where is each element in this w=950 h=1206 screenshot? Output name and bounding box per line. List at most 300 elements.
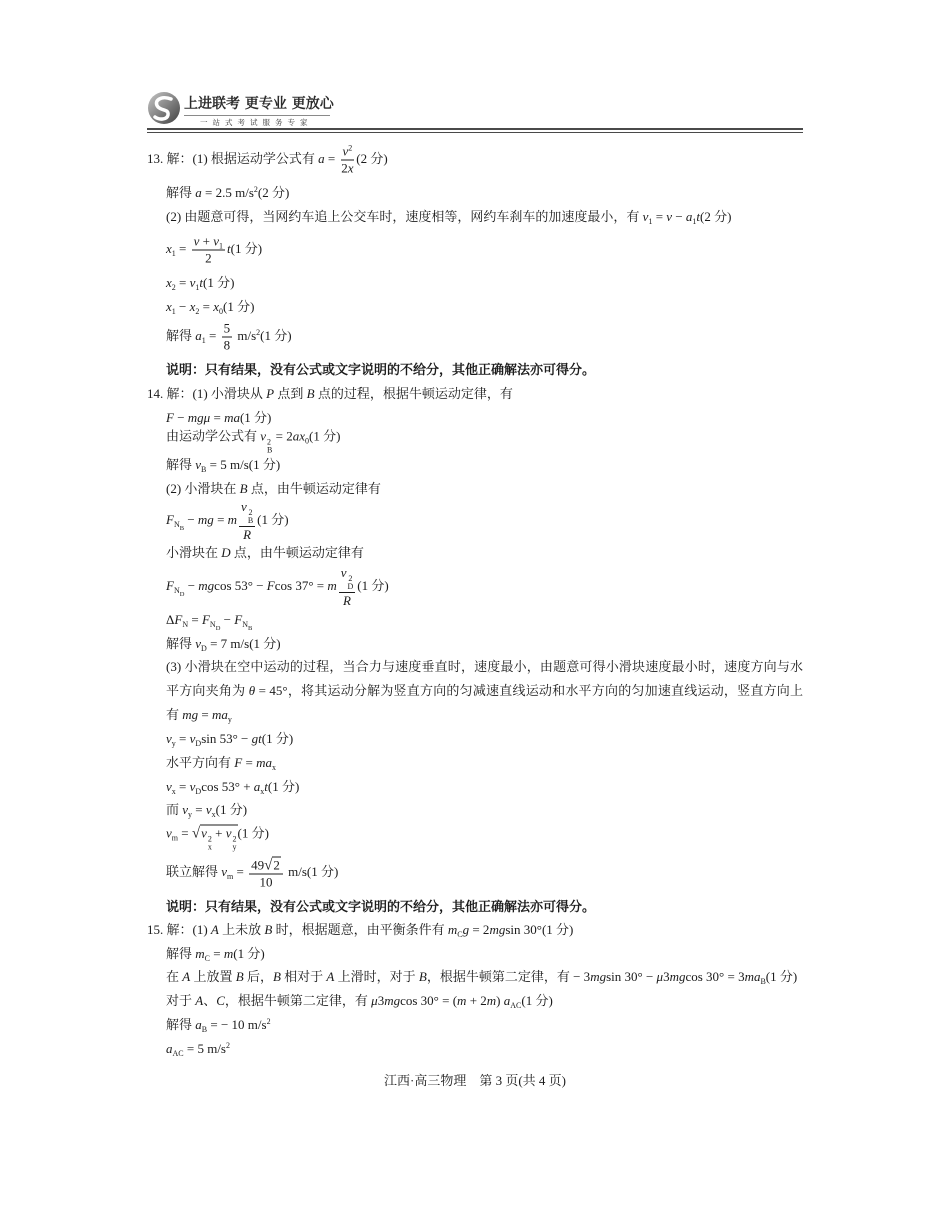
math-sub: 1 <box>201 335 206 345</box>
text: = <box>192 802 206 817</box>
logo-divider <box>184 115 330 116</box>
math-var: a <box>253 779 261 794</box>
text: 点的过程，根据牛顿运动定律，有 <box>314 386 513 401</box>
math-var: v <box>189 779 196 794</box>
math-var: a <box>166 1041 173 1056</box>
math-sub: B <box>201 1025 208 1034</box>
text: m/s <box>234 327 257 343</box>
math-var: a <box>195 1017 202 1032</box>
math-var: F <box>234 612 243 627</box>
math-sub: m <box>171 833 179 843</box>
text: 相对于 <box>280 969 327 984</box>
text: 15. 解：(1) <box>147 922 211 937</box>
fraction <box>341 145 355 176</box>
text: 49 <box>251 857 265 873</box>
fraction-den <box>192 251 225 266</box>
math-sub: x <box>207 842 212 852</box>
math-sub: B <box>201 465 207 474</box>
fraction-den <box>341 161 355 176</box>
text: − <box>672 209 686 224</box>
score: (1 分) <box>267 779 300 794</box>
math-var: F <box>234 755 243 770</box>
math-var: x <box>213 299 220 314</box>
q14-grading-note: 说明：只有结果，没有公式或文字说明的不给分，其他正确解法亦可得分。 <box>166 899 596 914</box>
math-var: x <box>166 299 172 314</box>
math-var: A <box>182 969 191 984</box>
q13-grading-note: 说明：只有结果，没有公式或文字说明的不给分，其他正确解法亦可得分。 <box>166 362 596 377</box>
q14-line-2 <box>166 409 271 427</box>
text: = 5 m/s(1 分) <box>206 457 281 472</box>
math-sub: y <box>188 810 193 819</box>
math-sup: 2 <box>232 834 237 844</box>
math-var: a <box>318 150 325 166</box>
text: − <box>173 410 188 425</box>
text: 时，根据题意，由平衡条件有 <box>272 922 448 937</box>
math-sup: 2 <box>256 327 261 337</box>
text: sin 30° − <box>606 969 657 984</box>
fraction-den: 8 <box>223 337 231 353</box>
math-sub: x <box>260 787 265 796</box>
math-sub: 0 <box>305 436 310 446</box>
math-sub: D <box>215 625 221 632</box>
math-sub: D <box>179 590 185 598</box>
header-rule-thick <box>147 128 803 130</box>
fraction-num <box>339 566 356 593</box>
math-var: C <box>216 993 225 1008</box>
math-var: t <box>264 779 268 794</box>
math-sup-sub <box>233 836 237 852</box>
score: (1 分) <box>309 428 341 444</box>
math-var: D <box>221 545 231 560</box>
math-var: B <box>239 481 248 496</box>
math-var: v <box>195 457 202 472</box>
math-var: m <box>227 511 238 527</box>
math-sub: 1 <box>692 217 697 226</box>
math-var: mg <box>197 511 214 527</box>
math-var: t <box>199 275 204 290</box>
q14-line-16 <box>166 778 299 796</box>
q14-line-1 <box>147 385 513 403</box>
text: 解得 <box>166 636 196 651</box>
text: 上未放 <box>218 922 265 937</box>
q14-line-14 <box>166 730 293 748</box>
math-var: x <box>166 240 172 256</box>
text: = <box>652 209 667 224</box>
math-var: v <box>342 143 349 159</box>
math-var: v <box>241 499 247 514</box>
math-var: mgμ <box>187 410 211 425</box>
math-var: ma <box>224 410 240 425</box>
math-var: B <box>235 969 244 984</box>
q14-line-3 <box>166 428 340 455</box>
q13-line-2 <box>166 184 289 202</box>
math-sub: AC <box>510 1001 522 1010</box>
text: = <box>242 755 257 770</box>
math-var: F <box>174 612 183 627</box>
text: = <box>213 511 228 527</box>
math-var: ma <box>744 969 761 984</box>
math-var: F <box>166 410 174 425</box>
logo-subtitle: 一站式考试服务专家 <box>200 118 313 127</box>
q14-line-12 <box>166 682 803 700</box>
text: m/s(1 分) <box>284 863 339 879</box>
text: 上滑时，对于 <box>334 969 419 984</box>
text: 平方向夹角为 <box>166 683 249 698</box>
math-var: μ <box>371 993 378 1008</box>
math-var: R <box>243 527 252 542</box>
math-sup: 2 <box>348 574 353 583</box>
math-var: g <box>462 922 470 937</box>
text: 解得 <box>166 457 196 472</box>
fraction-num <box>341 145 355 161</box>
text: = <box>199 299 214 314</box>
math-sup: 2 <box>266 1017 271 1026</box>
text: − <box>184 577 199 593</box>
fraction <box>222 322 233 353</box>
math-var: B <box>264 922 273 937</box>
text: 水平方向有 <box>166 755 235 770</box>
math-sub: B <box>247 516 254 525</box>
math-var: mg <box>182 707 199 722</box>
radicand: 2 <box>273 857 280 873</box>
q14-line-7 <box>166 544 364 562</box>
math-sub: m <box>227 871 234 881</box>
radical-sign: √ <box>191 825 201 842</box>
math-var: P <box>266 386 275 401</box>
math-var: v <box>189 731 196 746</box>
fraction <box>192 235 225 266</box>
math-var: x <box>189 299 196 314</box>
fraction-den <box>339 593 356 608</box>
fraction <box>239 500 255 542</box>
text: = 2 <box>469 922 490 937</box>
math-var: A <box>195 993 204 1008</box>
math-sub: 1 <box>648 217 653 226</box>
math-var: v <box>213 233 220 249</box>
q14-line-15 <box>166 754 276 772</box>
score: (1 分) <box>215 802 248 817</box>
q15-line-4 <box>166 992 553 1010</box>
math-var: v <box>182 802 189 817</box>
math-var: m <box>327 577 337 593</box>
math-var: F <box>166 577 174 593</box>
math-var: a <box>195 327 202 343</box>
math-var: t <box>227 240 231 256</box>
score: (1 分) <box>223 299 255 314</box>
fraction-num <box>239 500 255 527</box>
text: 解得 <box>166 185 196 200</box>
q15-line-1 <box>147 921 573 939</box>
math-var: v <box>205 802 212 817</box>
math-sub: D <box>347 582 354 591</box>
text: = <box>233 863 248 879</box>
text: (2) 由题意可得，当网约车追上公交车时，速度相等，网约车刹车的加速度最小，有 <box>166 209 643 224</box>
score: (1 分) <box>260 327 292 343</box>
q14-line-4 <box>166 456 280 474</box>
q14-line-17 <box>166 801 247 819</box>
math-var: x <box>347 160 354 176</box>
score: (1 分) <box>237 825 269 841</box>
text: 由运动学公式有 <box>166 428 261 444</box>
math-var: B <box>306 386 315 401</box>
fraction-num: 5 <box>223 320 231 336</box>
math-sub: 2 <box>195 307 200 316</box>
text: 联立解得 <box>166 863 222 879</box>
math-var: m <box>447 922 458 937</box>
math-var: R <box>343 593 351 608</box>
text: = <box>205 327 220 343</box>
math-var: v <box>225 825 232 841</box>
score: (1 分) <box>521 993 553 1008</box>
q15-line-6 <box>166 1040 230 1058</box>
math-sub: 1 <box>171 307 176 316</box>
text: = 5 m/s <box>183 1041 226 1056</box>
score: (2 分) <box>257 185 290 200</box>
math-var: t <box>696 209 701 224</box>
fraction <box>339 566 356 608</box>
math-sub: D <box>195 739 202 748</box>
text: = <box>175 779 190 794</box>
math-sub: D <box>195 787 202 796</box>
text: 14. 解：(1) 小滑块从 <box>147 386 267 401</box>
math-var: mg <box>669 969 686 984</box>
q13-line-5 <box>166 274 234 292</box>
q15-line-3 <box>166 968 797 986</box>
math-var: a <box>195 185 202 200</box>
text: − <box>220 612 235 627</box>
score: (2 分) <box>356 150 388 166</box>
text: ，根据牛顿第二定律，有 − 3 <box>426 969 591 984</box>
radical-sign: √ <box>264 857 273 874</box>
text: 点到 <box>274 386 307 401</box>
math-sub: x <box>171 787 176 796</box>
math-var: v <box>189 275 196 290</box>
math-sub: B <box>179 524 185 532</box>
q14-line-9 <box>166 611 253 632</box>
text: (2) 小滑块在 <box>166 481 240 496</box>
math-var: B <box>272 969 281 984</box>
math-var: v <box>221 863 228 879</box>
math-var: v <box>340 565 347 580</box>
text: = − 10 m/s <box>207 1017 267 1032</box>
fraction-num <box>192 235 225 251</box>
math-sub: B <box>267 445 273 455</box>
math-sub: 2 <box>171 283 176 292</box>
math-sub: y <box>227 715 232 724</box>
math-sub: B <box>760 977 766 986</box>
text: sin 30°(1 分) <box>505 922 574 937</box>
math-var: A <box>326 969 335 984</box>
fraction-num <box>249 857 283 875</box>
text: cos 37° = <box>274 577 328 593</box>
text: cos 53° + <box>201 779 254 794</box>
text: = <box>175 240 190 256</box>
math-var: m <box>195 946 205 961</box>
q13-line-6 <box>166 298 254 316</box>
math-var: mg <box>489 922 506 937</box>
math-var: mg <box>384 993 401 1008</box>
text: + 2 <box>466 993 487 1008</box>
math-var: v <box>201 825 207 841</box>
q14-line-10 <box>166 635 281 653</box>
math-var: B <box>418 969 427 984</box>
math-var: v <box>166 731 172 746</box>
math-var: A <box>210 922 219 937</box>
text: cos 53° − <box>214 577 267 593</box>
logo-icon <box>147 91 181 125</box>
q15-line-5 <box>166 1016 271 1034</box>
score: (1 分) <box>233 946 265 961</box>
text: sin 53° − <box>201 731 252 746</box>
q14-line-13 <box>166 706 232 724</box>
math-sub: B <box>247 625 253 632</box>
text: = <box>188 612 202 627</box>
fraction <box>249 857 283 890</box>
text: 解得 <box>166 946 196 961</box>
math-var: gt <box>251 731 262 746</box>
math-var: a <box>685 209 693 224</box>
text: 后， <box>243 969 273 984</box>
math-var: v <box>193 233 200 249</box>
text: = 2.5 m/s <box>201 185 254 200</box>
text: ) <box>496 993 504 1008</box>
text: 在 <box>166 969 183 984</box>
math-sub: 0 <box>219 307 224 316</box>
text: ，根据牛顿第二定律，有 <box>224 993 372 1008</box>
text: 而 <box>166 802 183 817</box>
text: = <box>210 946 224 961</box>
math-var: v <box>166 779 172 794</box>
text: = 2 <box>272 428 293 444</box>
score: (1 分) <box>357 577 389 593</box>
math-var: F <box>201 612 210 627</box>
math-sup: 2 <box>207 834 212 844</box>
score: (1 分) <box>765 969 798 984</box>
math-var: ma <box>256 755 272 770</box>
math-var: v <box>195 636 202 651</box>
text: 解得 <box>166 1017 196 1032</box>
text: = <box>175 731 190 746</box>
math-var: v <box>260 428 267 444</box>
radicand <box>200 825 237 852</box>
text: = <box>198 707 212 722</box>
text: + <box>211 825 226 841</box>
score: (1 分) <box>257 511 289 527</box>
math-sup-sub <box>348 575 354 591</box>
text: 3 <box>377 993 385 1008</box>
math-sup: 2 <box>348 143 353 153</box>
math-sub: y <box>171 739 176 748</box>
text: 对于 <box>166 993 196 1008</box>
text: 有 <box>166 707 183 722</box>
text: cos 30° = 3 <box>685 969 745 984</box>
math-sub: 1 <box>195 283 200 292</box>
text: 点，由牛顿运动定律有 <box>230 545 364 560</box>
math-var: F <box>266 577 275 593</box>
text: = 45°，将其运动分解为竖直方向的匀减速直线运动和水平方向的匀加速直线运动，竖直方向上 <box>255 683 803 698</box>
q13-line-4 <box>166 235 262 266</box>
score: (1 分) <box>230 240 263 256</box>
math-sup: 2 <box>226 1041 230 1050</box>
math-var: v <box>166 825 172 841</box>
page-footer: 江西·高三物理 第 3 页(共 4 页) <box>384 1073 566 1088</box>
text: 上放置 <box>190 969 236 984</box>
text: − <box>175 299 190 314</box>
math-sub: 1 <box>171 248 176 258</box>
text: Δ <box>166 612 175 627</box>
text: − <box>184 511 198 527</box>
q14-line-8 <box>166 566 389 608</box>
fraction-den: 10 <box>259 874 273 890</box>
math-sub: 1 <box>219 241 224 251</box>
score: (1 分) <box>239 410 272 425</box>
math-sub: N <box>173 585 180 595</box>
math-var: F <box>166 511 174 527</box>
fraction-den <box>239 527 255 542</box>
math-sub: x <box>211 810 216 819</box>
math-var: v <box>666 209 673 224</box>
q13-line-3 <box>166 208 731 226</box>
q14-line-5 <box>166 480 381 498</box>
text: = 7 m/s(1 分) <box>206 636 281 651</box>
text: = <box>175 275 190 290</box>
score: (2 分) <box>700 209 732 224</box>
q15-line-2 <box>166 945 265 963</box>
text: = <box>210 410 225 425</box>
math-var: mg <box>198 577 215 593</box>
text: = <box>324 150 339 166</box>
text: 2 <box>341 160 348 176</box>
math-var: mg <box>590 969 607 984</box>
text: 3 <box>663 969 670 984</box>
text: 点，由牛顿运动定律有 <box>247 481 381 496</box>
math-sub: N <box>242 620 248 629</box>
text: 、 <box>203 993 217 1008</box>
math-sub: N <box>209 620 216 629</box>
math-sup: 2 <box>253 185 258 194</box>
text: 2 <box>205 250 212 266</box>
math-sub: AC <box>172 1049 184 1058</box>
score: (1 分) <box>203 275 235 290</box>
math-sub: C <box>204 954 210 963</box>
logo-title: 上进联考 更专业 更放心 <box>184 96 334 112</box>
q13-line-1 <box>147 145 388 176</box>
math-var: a <box>503 993 511 1008</box>
q14-line-6 <box>166 500 289 542</box>
math-sub: N <box>173 519 180 529</box>
math-var: m <box>223 946 234 961</box>
math-sub: x <box>271 763 276 772</box>
score: (1 分) <box>261 731 294 746</box>
math-var: ma <box>212 707 228 722</box>
math-var: x <box>166 275 172 290</box>
math-sub: C <box>457 930 463 939</box>
q14-line-18 <box>166 825 269 852</box>
text: 13. 解：(1) 根据运动学公式有 <box>147 150 319 166</box>
math-sup: 2 <box>248 508 253 517</box>
text: + <box>199 233 214 249</box>
math-sub: y <box>232 842 237 852</box>
math-var: ax <box>292 428 306 444</box>
header-rule-thin <box>147 132 803 133</box>
math-sub: N <box>182 620 189 629</box>
q14-line-11: (3) 小滑块在空中运动的过程，当合力与速度垂直时，速度最小，由题意可得小滑块速度最小时，速度方向与水 <box>166 659 803 674</box>
math-sup-sub <box>248 509 253 525</box>
text: 解得 <box>166 327 196 343</box>
text: cos 30° = ( <box>400 993 458 1008</box>
math-sup: 2 <box>267 437 272 447</box>
math-var: m <box>457 993 467 1008</box>
